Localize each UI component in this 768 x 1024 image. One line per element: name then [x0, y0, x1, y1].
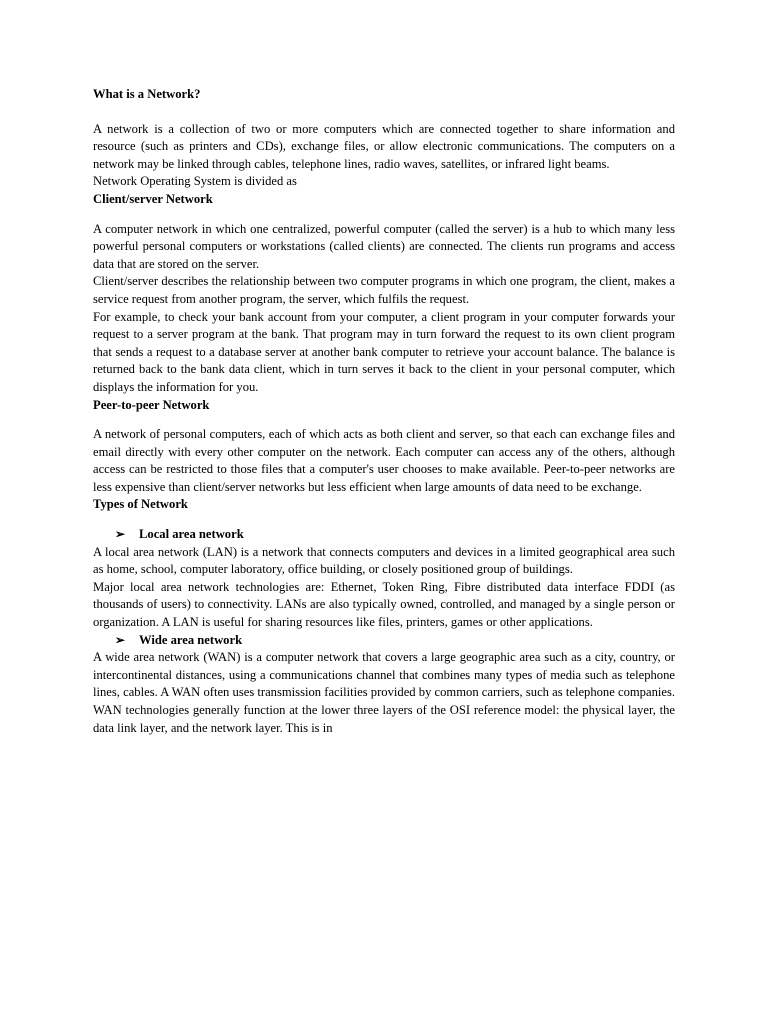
- client-server-paragraph-3: For example, to check your bank account from your computer, a client program in your computer forwards your request to a server program at the bank. That program may in turn forward the request to its own client program that sends a request to a database server at another bank computer to retrieve your account balance. The balance is returned back to the bank data client, which in turn serves it back to the client in your personal computer, which displays the information for you.: [93, 309, 675, 394]
- types-of-network-heading: Types of Network: [93, 497, 188, 512]
- wan-heading: [93, 632, 675, 650]
- intro-paragraph: A network is a collection of two or more computers which are connected together to share information and resource (such as printers and CDs), exchange files, or allow electronic communications. The computers on a network may be linked through cables, telephone lines, radio waves, satellites, or infrared light beams.: [93, 121, 675, 171]
- client-server-heading: Client/server Network: [93, 191, 213, 206]
- peer-to-peer-paragraph: A network of personal computers, each of which acts as both client and server, so that each can exchange files and email directly with every other computer on the network. Each computer can access any of the others, although access can be restricted to those files that a computer's user chooses to make available. Peer-to-peer networks are less expensive than client/server networks but less efficient when large amounts of data need to be exchange.: [93, 427, 675, 494]
- peer-to-peer-heading: Peer-to-peer Network: [93, 397, 210, 412]
- lan-paragraph-2: Major local area network technologies are: Ethernet, Token Ring, Fibre distributed data interface FDDI (as thousands of users) to connectivity. LANs are also typically owned, controlled, and managed by a single person or organization. A LAN is useful for sharing resources like files, printers, games or other applications.: [93, 579, 675, 630]
- client-server-paragraph-2: Client/server describes the relationship between two computer programs in which one program, the client, makes a service request from another program, the server, which fulfils the request.: [93, 274, 675, 306]
- document-content: [93, 86, 675, 737]
- nos-divided-text: Network Operating System is divided as: [93, 174, 297, 189]
- wan-heading-label: Wide area network: [139, 632, 243, 647]
- lan-heading-label: Local area network: [139, 527, 244, 542]
- client-server-paragraph-1: A computer network in which one centralized, powerful computer (called the server) is a hub to which many less powerful personal computers or workstations (called clients) are connected. The clients run programs and access data that are stored on the server.: [93, 221, 675, 271]
- arrow-bullet-icon: ➢: [115, 632, 126, 647]
- arrow-bullet-icon: ➢: [115, 527, 126, 542]
- lan-paragraph-1: A local area network (LAN) is a network that connects computers and devices in a limited geographical area such as home, school, computer laboratory, office building, or closely positioned group of buildings.: [93, 544, 675, 577]
- wan-paragraph-1: A wide area network (WAN) is a computer network that covers a large geographic area such as a city, country, or intercontinental distances, using a communications channel that combines many types of media such as telephone lines, cables. A WAN often uses transmission facilities provided by common carriers, such as telephone companies. WAN technologies generally function at the lower three layers of the OSI reference model: the physical layer, the data link layer, and the network layer. This is in: [93, 650, 675, 735]
- lan-heading: [93, 526, 675, 544]
- page-title: What is a Network?: [93, 87, 201, 101]
